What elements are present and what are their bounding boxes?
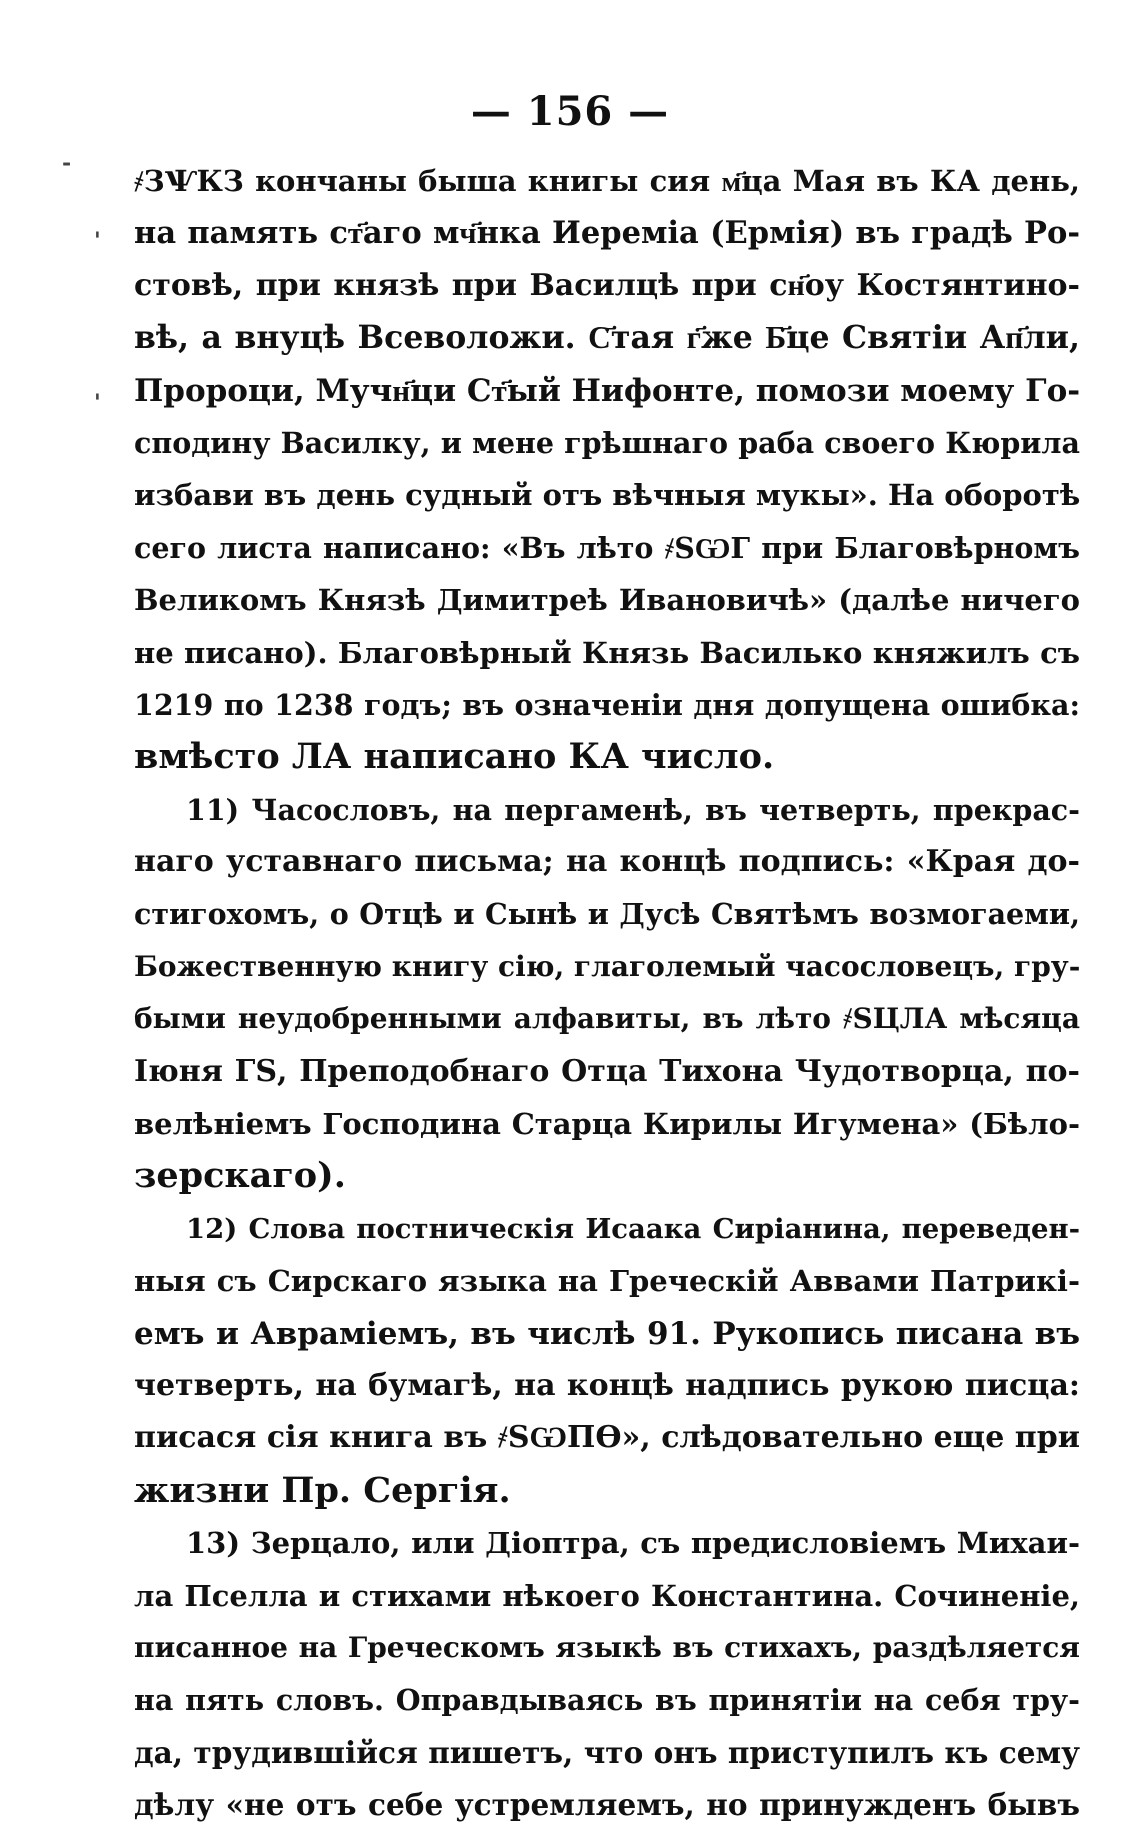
- text-line: емъ и Аврамiемъ, въ числѣ 91. Рукопись писана въ: [134, 1315, 1080, 1352]
- text-line: да, трудившiйся пишетъ, что онъ приступилъ къ сему: [134, 1734, 1080, 1770]
- text-line: 11) Часословъ, на пергаменѣ, въ четверть, прекрас-: [186, 792, 1080, 827]
- text-line: вѣ, а внуцѣ Всеволожи. С҃тая г҃же Б҃це Святiи Ап҃ли,: [134, 319, 1080, 357]
- text-line: жизни Пр. Сергiя.: [134, 1469, 511, 1511]
- text-line: быми неудобренными алфавиты, въ лѣто ҂ЅЦЛА мѣсяца: [134, 1002, 1080, 1036]
- margin-mark: -: [62, 150, 72, 176]
- page-number: — 156 —: [470, 88, 670, 135]
- text-line: не писано). Благовѣрный Князь Василько княжилъ съ: [134, 635, 1080, 670]
- text-line: зерскаго).: [134, 1155, 346, 1197]
- text-line: сего листа написано: «Въ лѣто ҂ЅѠГ при Благовѣрномъ: [134, 530, 1080, 565]
- text-line: ныя съ Сирскаго языка на Греческiй Аввами Патрикi-: [134, 1264, 1080, 1299]
- text-line: наго уставнаго письма; на концѣ подпись: «Края до-: [134, 844, 1080, 880]
- margin-mark: ': [94, 228, 101, 254]
- text-line: Пророци, Мучн҃ци Ст҃ый Нифонте, помози моему Го-: [134, 372, 1080, 409]
- text-line: избави въ день судный отъ вѣчныя мукы». На оборотѣ: [134, 478, 1080, 513]
- text-line: вмѣсто ЛА написано КА число.: [134, 736, 775, 778]
- text-line: писася сiя книга въ ҂ЅѠПѲ», слѣдовательно еще при: [134, 1420, 1080, 1456]
- text-line: велѣнiемъ Господина Старца Кирилы Игумена» (Бѣло-: [134, 1107, 1080, 1142]
- text-line: на память ст҃аго мч҃нка Иеремiа (Ермiя) въ градѣ Ро-: [134, 215, 1080, 252]
- body-text: [134, 155, 1080, 1832]
- text-line: Великомъ Князѣ Димитреѣ Ивановичѣ» (далѣе ничего: [134, 583, 1080, 618]
- text-line: 13) Зерцало, или Дiоптра, съ предисловiемъ Михаи-: [186, 1526, 1080, 1561]
- text-line: Iюня ГЅ, Преподобнаго Отца Тихона Чудотворца, по-: [134, 1053, 1080, 1089]
- margin-mark: ': [94, 390, 101, 416]
- text-line: четверть, на бумагѣ, на концѣ надпись рукою писца:: [134, 1367, 1080, 1403]
- text-line: 12) Слова постническiя Исаака Сирiанина, переведен-: [186, 1212, 1080, 1245]
- text-line: стовѣ, при князѣ при Василцѣ при сн҃оу Костянтино-: [134, 267, 1080, 303]
- text-line: писанное на Греческомъ языкѣ въ стихахъ, раздѣляется: [134, 1630, 1080, 1664]
- text-line: сподину Василку, и мене грѣшнаго раба своего Кюрила: [134, 425, 1080, 460]
- text-line: на пять словъ. Оправдываясь въ принятiи на себя тру-: [134, 1683, 1080, 1718]
- text-line: Божественную книгу сiю, глаголемый часословецъ, гру-: [134, 949, 1080, 983]
- text-line: стигохомъ, о Отцѣ и Сынѣ и Дусѣ Святѣмъ возмогаеми,: [134, 897, 1080, 932]
- text-line: ла Пселла и стихами нѣкоего Константина. Сочиненiе,: [134, 1578, 1080, 1613]
- text-line: 1219 по 1238 годъ; въ означенiи дня допущена ошибка:: [134, 687, 1080, 722]
- text-line: дѣлу «не отъ себе устремляемъ, но принужденъ бывъ: [134, 1787, 1080, 1823]
- text-line: ҂ЗѰКЗ кончаны быша книгы сия м҃ца Мая въ КА день,: [134, 164, 1080, 198]
